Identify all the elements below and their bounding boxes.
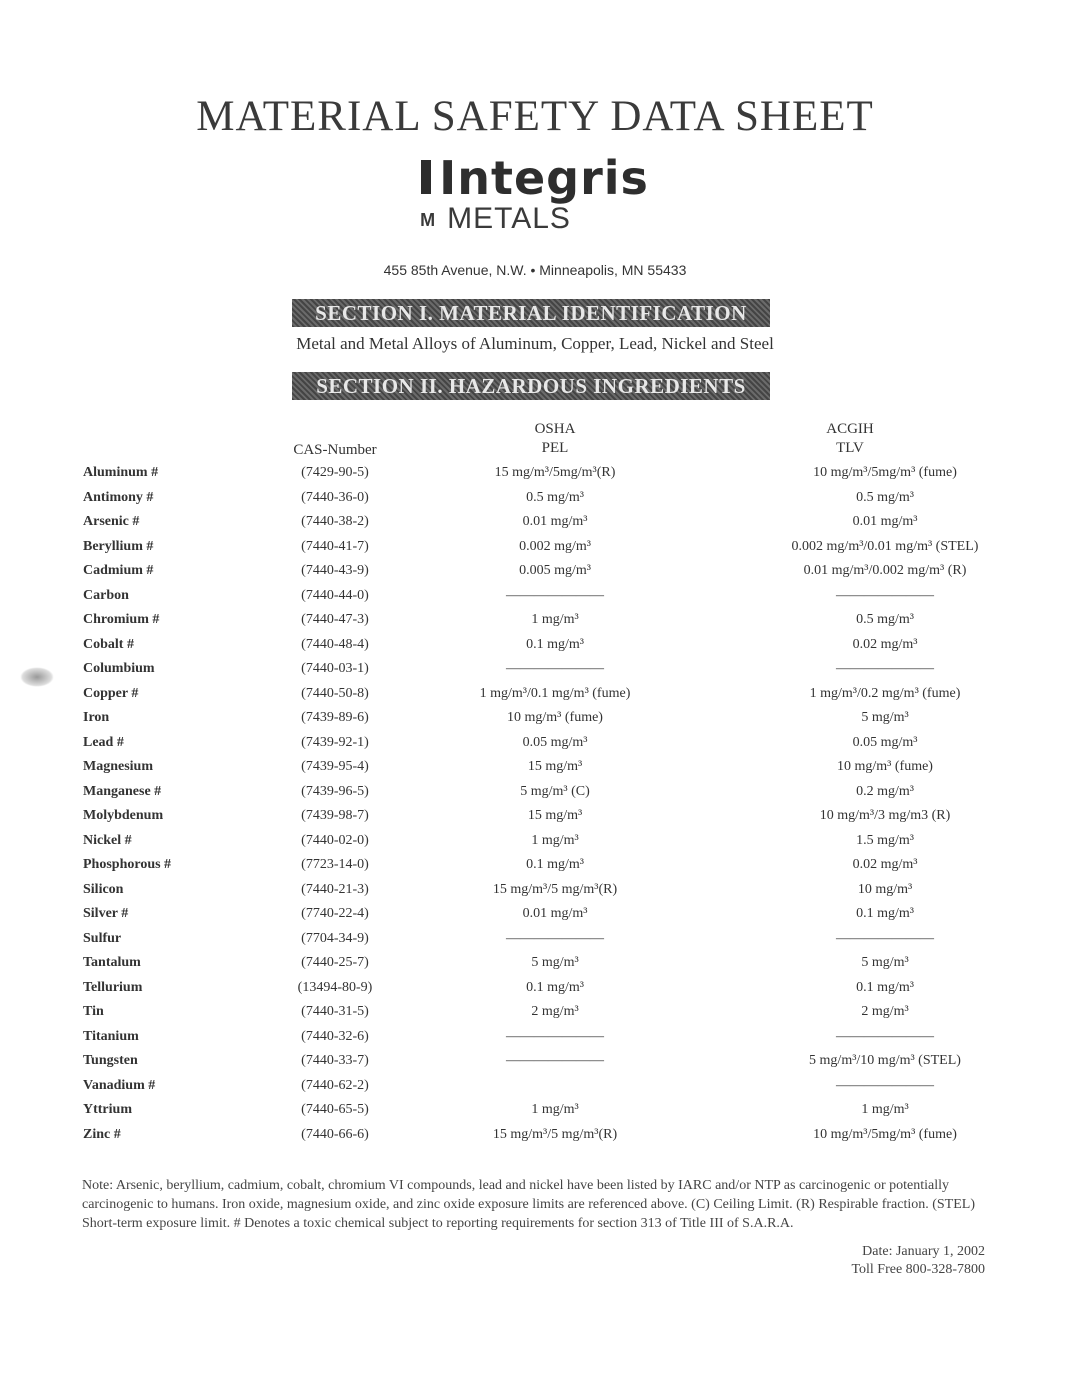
osha-pel: 15 mg/m³/5mg/m³(R) [494, 465, 616, 480]
table-row [0, 1075, 1070, 1100]
ingredient-name: Chromium # [83, 612, 160, 627]
table-row [0, 781, 1070, 806]
cas-number: (7440-33-7) [301, 1053, 369, 1068]
header-acgih-top: ACGIH [826, 421, 874, 437]
ingredient-name: Lead # [83, 734, 124, 750]
ingredient-name: Copper # [83, 685, 139, 701]
cas-number: (7439-98-7) [301, 808, 369, 823]
acgih-tlv: 0.002 mg/m³/0.01 mg/m³ (STEL) [791, 538, 979, 554]
cas-number: (7439-89-6) [301, 710, 369, 725]
osha-pel: 1 mg/m³ [531, 612, 579, 627]
acgih-tlv: 0.5 mg/m³ [856, 612, 914, 627]
acgih-tlv: 10 mg/m³ (fume) [837, 759, 933, 774]
ingredient-name: Tin [83, 1004, 104, 1019]
cas-number: (7440-25-7) [301, 955, 369, 970]
cas-number: (7740-22-4) [301, 906, 369, 921]
ingredient-name: Beryllium # [83, 538, 154, 554]
acgih-tlv: 0.02 mg/m³ [852, 857, 918, 872]
cas-number: (7440-47-3) [301, 612, 369, 627]
cas-number: (7440-43-9) [301, 563, 369, 578]
acgih-tlv: 1.5 mg/m³ [856, 832, 914, 848]
cas-number: (7439-96-5) [301, 783, 369, 799]
osha-pel: 15 mg/m³ [527, 808, 583, 823]
cas-number: (7440-31-5) [301, 1004, 369, 1019]
table-row [0, 928, 1070, 953]
ingredients-table [0, 462, 1070, 1148]
cas-number: (7440-38-2) [301, 514, 369, 529]
date-block [851, 1243, 985, 1279]
osha-pel: ——————— [506, 661, 604, 676]
acgih-tlv: 0.01 mg/m³ [852, 514, 918, 529]
ingredient-name: Nickel # [83, 832, 132, 848]
cas-number: (7440-21-3) [301, 881, 369, 897]
ingredient-name: Silicon [83, 881, 124, 897]
cas-number: (7704-34-9) [301, 930, 369, 946]
acgih-tlv: 10 mg/m³/5mg/m³ (fume) [813, 465, 957, 480]
cas-number: (7439-92-1) [301, 734, 369, 750]
table-row [0, 707, 1070, 732]
cas-number: (7440-03-1) [301, 661, 369, 676]
table-row [0, 585, 1070, 610]
osha-pel: ——————— [506, 587, 604, 603]
table-row [0, 879, 1070, 904]
osha-pel: 15 mg/m³ [527, 759, 583, 774]
osha-pel: 15 mg/m³/5 mg/m³(R) [492, 1126, 618, 1142]
cas-number: (13494-80-9) [297, 979, 373, 995]
osha-pel: 5 mg/m³ (C) [520, 783, 590, 799]
header-cas: CAS-Number [293, 442, 377, 458]
acgih-tlv: 0.05 mg/m³ [852, 734, 918, 750]
cas-number: (7440-66-6) [301, 1126, 369, 1142]
page-title: MATERIAL SAFETY DATA SHEET [196, 93, 874, 140]
table-row [0, 487, 1070, 512]
ingredient-name: Antimony # [83, 489, 154, 505]
ingredient-name: Aluminum # [83, 465, 159, 480]
table-row [0, 560, 1070, 585]
scan-speck [20, 667, 54, 687]
table-row [0, 462, 1070, 487]
header-acgih [790, 420, 910, 458]
ingredient-name: Cobalt # [83, 636, 134, 652]
cas-number: (7440-02-0) [301, 832, 369, 848]
cas-number: (7440-41-7) [301, 538, 369, 554]
acgih-tlv: 5 mg/m³ [861, 710, 909, 725]
table-row [0, 732, 1070, 757]
osha-pel: 0.01 mg/m³ [522, 514, 588, 529]
header-osha-pel: PEL [541, 440, 569, 456]
acgih-tlv: 0.1 mg/m³ [856, 979, 914, 995]
table-row [0, 1099, 1070, 1124]
table-row [0, 511, 1070, 536]
table-row [0, 1124, 1070, 1149]
acgih-tlv: 0.2 mg/m³ [856, 783, 914, 799]
cas-number: (7440-50-8) [301, 685, 369, 701]
ingredient-name: Manganese # [83, 783, 162, 799]
osha-pel: ——————— [506, 1028, 604, 1044]
osha-pel: 1 mg/m³/0.1 mg/m³ (fume) [479, 685, 631, 701]
osha-pel: 1 mg/m³ [531, 1102, 579, 1117]
table-row [0, 683, 1070, 708]
toll-free-number: Toll Free 800-328-7800 [851, 1262, 985, 1277]
osha-pel: 10 mg/m³ (fume) [507, 710, 603, 725]
acgih-tlv: ——————— [836, 661, 934, 676]
table-row [0, 1026, 1070, 1051]
table-row [0, 658, 1070, 683]
acgih-tlv: 1 mg/m³ [861, 1102, 909, 1117]
logo-mark: M [420, 210, 436, 230]
osha-pel: 0.05 mg/m³ [522, 734, 588, 750]
acgih-tlv: 0.01 mg/m³/0.002 mg/m³ (R) [803, 563, 967, 578]
company-logo [0, 152, 1070, 234]
ingredient-name: Titanium [83, 1028, 139, 1044]
ingredient-name: Iron [83, 710, 110, 725]
osha-pel: 0.005 mg/m³ [519, 563, 591, 578]
header-osha [490, 420, 620, 458]
ingredient-name: Silver # [83, 906, 129, 921]
ingredient-name: Phosphorous # [83, 857, 172, 872]
acgih-tlv: 10 mg/m³ [857, 881, 913, 897]
acgih-tlv: ——————— [836, 1028, 934, 1044]
table-row [0, 977, 1070, 1002]
acgih-tlv: 5 mg/m³/10 mg/m³ (STEL) [809, 1053, 961, 1068]
acgih-tlv: 1 mg/m³/0.2 mg/m³ (fume) [809, 685, 961, 701]
acgih-tlv: 10 mg/m³/3 mg/m3 (R) [819, 808, 951, 823]
osha-pel: 5 mg/m³ [531, 955, 579, 970]
footnote: Note: Arsenic, beryllium, cadmium, cobalt, chromium VI compounds, lead and nickel have been listed by IARC and/or NTP as carcinogenic or potentially carcinogenic to humans. Iron oxide, magnesium oxide, and zinc oxide exposure limits are referenced above. (C) Ceiling Limit. (R) Respirable fraction. (STEL) Short-term exposure limit. # Denotes a toxic chemical subject to reporting requirements for section 313 of Title III of S.A.R.A. [82, 1178, 975, 1231]
document-date: Date: January 1, 2002 [862, 1244, 985, 1259]
osha-pel: 0.01 mg/m³ [522, 906, 588, 921]
cas-number: (7440-44-0) [301, 587, 369, 603]
ingredient-name: Yttrium [83, 1102, 132, 1117]
table-row [0, 536, 1070, 561]
acgih-tlv: 0.1 mg/m³ [856, 906, 914, 921]
ingredient-name: Molybdenum [83, 808, 164, 823]
ingredient-name: Tantalum [83, 955, 141, 970]
ingredient-name: Magnesium [83, 759, 153, 774]
osha-pel: 0.1 mg/m³ [526, 857, 584, 872]
material-identification: Metal and Metal Alloys of Aluminum, Copper, Lead, Nickel and Steel [296, 334, 774, 353]
ingredient-name: Arsenic # [83, 514, 140, 529]
table-row [0, 952, 1070, 977]
osha-pel: 15 mg/m³/5 mg/m³(R) [492, 881, 618, 897]
header-osha-top: OSHA [534, 421, 576, 437]
osha-pel: 0.5 mg/m³ [526, 489, 584, 505]
osha-pel: 1 mg/m³ [531, 832, 579, 848]
logo-subtitle: METALS [447, 202, 571, 235]
table-row [0, 756, 1070, 781]
osha-pel: 0.1 mg/m³ [526, 636, 584, 652]
osha-pel: ——————— [506, 930, 604, 946]
section-2-heading: SECTION II. HAZARDOUS INGREDIENTS [292, 372, 770, 400]
ingredient-name: Tungsten [83, 1053, 138, 1068]
logo-bar-icon [421, 160, 431, 194]
logo-name: Integris [439, 151, 649, 205]
acgih-tlv: 2 mg/m³ [861, 1004, 909, 1019]
company-address: 455 85th Avenue, N.W. • Minneapolis, MN 55433 [383, 262, 687, 278]
acgih-tlv: 10 mg/m³/5mg/m³ (fume) [813, 1126, 957, 1142]
ingredient-name: Carbon [83, 587, 129, 603]
table-row [0, 805, 1070, 830]
cas-number: (7429-90-5) [301, 465, 369, 480]
table-row [0, 854, 1070, 879]
table-row [0, 1001, 1070, 1026]
cas-number: (7440-32-6) [301, 1028, 369, 1044]
cas-number: (7723-14-0) [301, 857, 369, 872]
acgih-tlv: ——————— [836, 587, 934, 603]
cas-number: (7440-48-4) [301, 636, 369, 652]
cas-number: (7440-65-5) [301, 1102, 369, 1117]
acgih-tlv: ——————— [836, 930, 934, 946]
table-row [0, 609, 1070, 634]
ingredient-name: Tellurium [83, 979, 143, 995]
cas-number: (7440-36-0) [301, 489, 369, 505]
table-row [0, 830, 1070, 855]
acgih-tlv: 5 mg/m³ [861, 955, 909, 970]
table-row [0, 903, 1070, 928]
cas-number: (7439-95-4) [301, 759, 369, 774]
ingredient-name: Sulfur [83, 930, 122, 946]
ingredient-name: Columbium [83, 661, 155, 676]
acgih-tlv: 0.5 mg/m³ [856, 489, 914, 505]
osha-pel: 0.002 mg/m³ [519, 538, 591, 554]
ingredient-name: Cadmium # [83, 563, 154, 578]
acgih-tlv: ——————— [836, 1077, 934, 1093]
ingredient-name: Vanadium # [83, 1077, 156, 1093]
cas-number: (7440-62-2) [301, 1077, 369, 1093]
ingredient-name: Zinc # [83, 1126, 121, 1142]
header-acgih-tlv: TLV [836, 440, 864, 456]
table-row [0, 634, 1070, 659]
acgih-tlv: 0.02 mg/m³ [852, 636, 918, 652]
section-1-heading: SECTION I. MATERIAL IDENTIFICATION [292, 299, 770, 327]
table-row [0, 1050, 1070, 1075]
osha-pel: 2 mg/m³ [531, 1004, 579, 1019]
osha-pel: ——————— [506, 1053, 604, 1068]
osha-pel: 0.1 mg/m³ [526, 979, 584, 995]
